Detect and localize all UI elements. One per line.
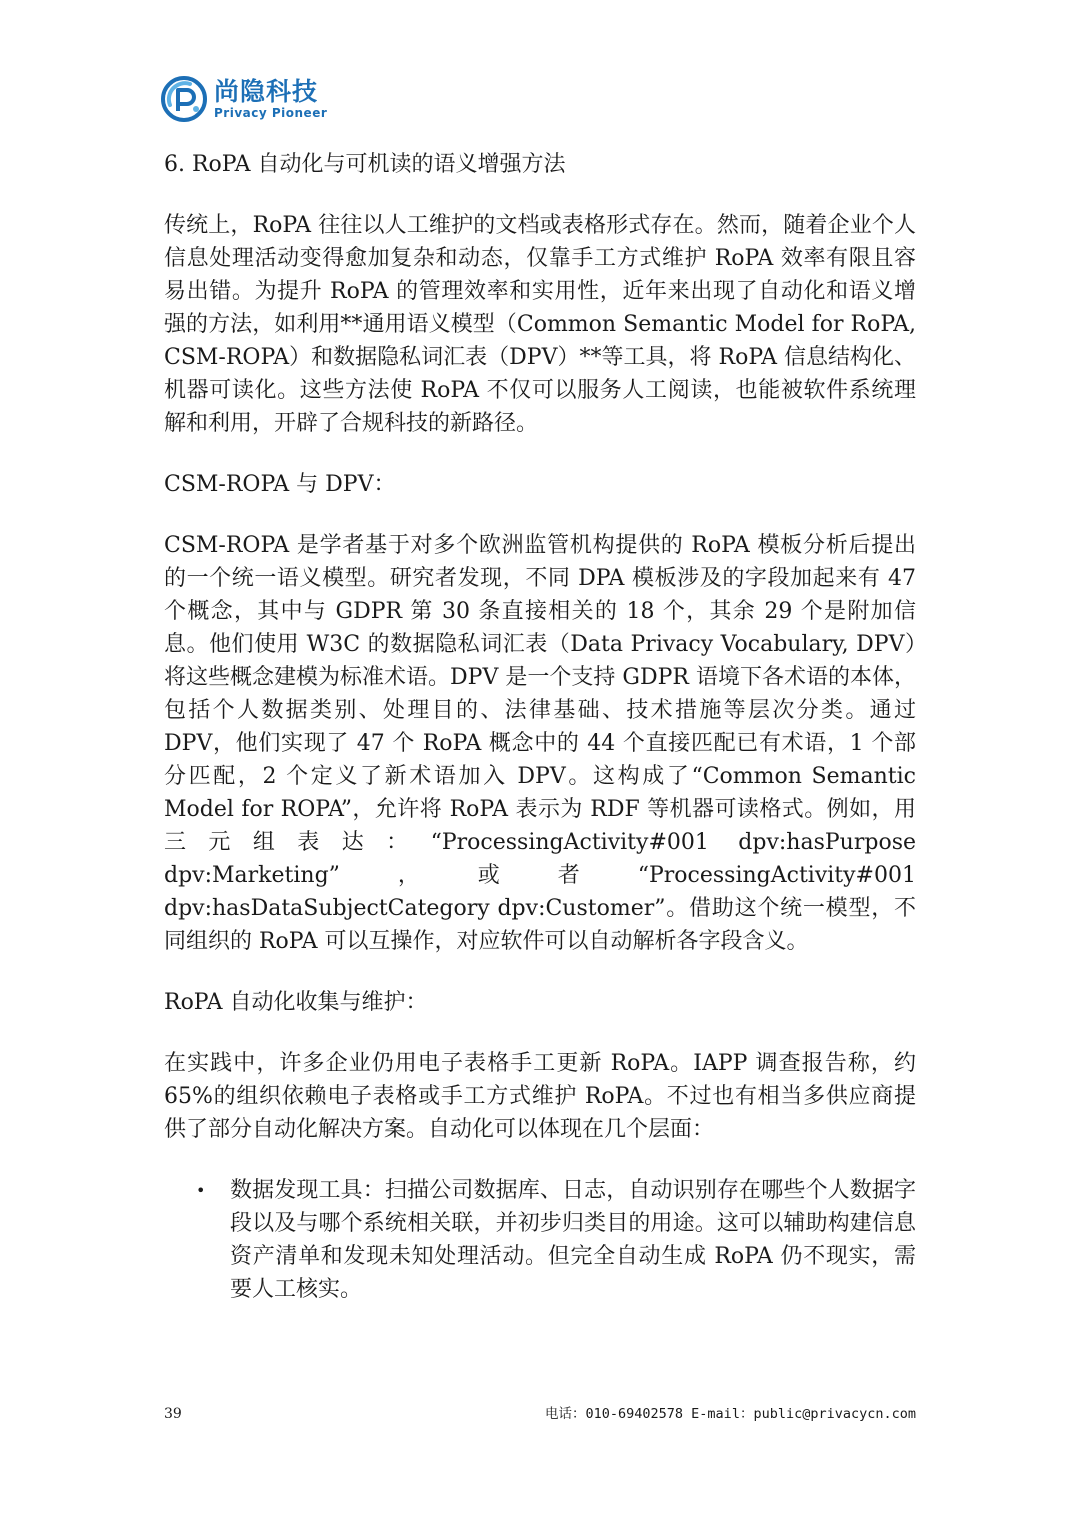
privacy-pioneer-logo-icon <box>160 75 208 123</box>
logo-chinese-name: 尚隐科技 <box>214 77 319 106</box>
contact-info: 电话：010-69402578 E-mail：public@privacycn.com <box>545 1406 916 1422</box>
page-footer <box>164 1404 916 1424</box>
company-logo <box>160 74 327 124</box>
document-body <box>164 148 916 1306</box>
subheading-ropa-automation: RoPA 自动化收集与维护： <box>164 990 428 1015</box>
page-number: 39 <box>164 1406 182 1422</box>
section-heading: 6. RoPA 自动化与可机读的语义增强方法 <box>164 152 566 177</box>
bullet-text: 数据发现工具：扫描公司数据库、日志，自动识别存在哪些个人数据字段以及与哪个系统相关联，并初步归类目的用途。这可以辅助构建信息资产清单和发现未知处理活动。但完全自动生成 RoPA 仍不现实，需要人工核实。 <box>230 1178 916 1302</box>
logo-english-name: Privacy Pioneer <box>214 106 328 120</box>
list-item <box>164 1174 916 1306</box>
bullet-list <box>164 1174 916 1306</box>
paragraph-intro: 传统上，RoPA 往往以人工维护的文档或表格形式存在。然而，随着企业个人信息处理活动变得愈加复杂和动态，仅靠手工方式维护 RoPA 效率有限且容易出错。为提升 RoPA 的管理效率和实用性，近年来出现了自动化和语义增强的方法，如利用**通用语义模型（Common Semantic Model for RoPA, CSM-ROPA）和数据隐私词汇表（DPV）**等工具，将 RoPA 信息结构化、机器可读化。这些方法使 RoPA 不仅可以服务人工阅读，也能被软件系统理解和利用，开辟了合规科技的新路径。 <box>164 213 916 436</box>
subheading-csm-ropa-dpv: CSM-ROPA 与 DPV： <box>164 472 396 497</box>
paragraph-automation: 在实践中，许多企业仍用电子表格手工更新 RoPA。IAPP 调查报告称，约 65%的组织依赖电子表格或手工方式维护 RoPA。不过也有相当多供应商提供了部分自动化解决方案。自动化可以体现在几个层面： <box>164 1051 916 1142</box>
paragraph-csm-ropa: CSM-ROPA 是学者基于对多个欧洲监管机构提供的 RoPA 模板分析后提出的一个统一语义模型。研究者发现，不同 DPA 模板涉及的字段加起来有 47 个概念，其中与 GDPR 第 30 条直接相关的 18 个，其余 29 个是附加信息。他们使用 W3C 的数据隐私词汇表（Data Privacy Vocabulary, DPV）将这些概念建模为标准术语。DPV 是一个支持 GDPR 语境下各术语的本体，包括个人数据类别、处理目的、法律基础、技术措施等层次分类。通过 DPV，他们实现了 47 个 RoPA 概念中的 44 个直接匹配已有术语，1 个部分匹配，2 个定义了新术语加入 DPV。这构成了“Common Semantic Model for ROPA”，允许将 RoPA 表示为 RDF 等机器可读格式。例如，用三元组表达：“ProcessingActivity#001 dpv:hasPurpose dpv:Marketing”，或者“ProcessingActivity#001 dpv:hasDataSubjectCategory dpv:Customer”。借助这个统一模型，不同组织的 RoPA 可以互操作，对应软件可以自动解析各字段含义。 <box>164 533 916 954</box>
bullet-marker: • <box>196 1181 206 1200</box>
